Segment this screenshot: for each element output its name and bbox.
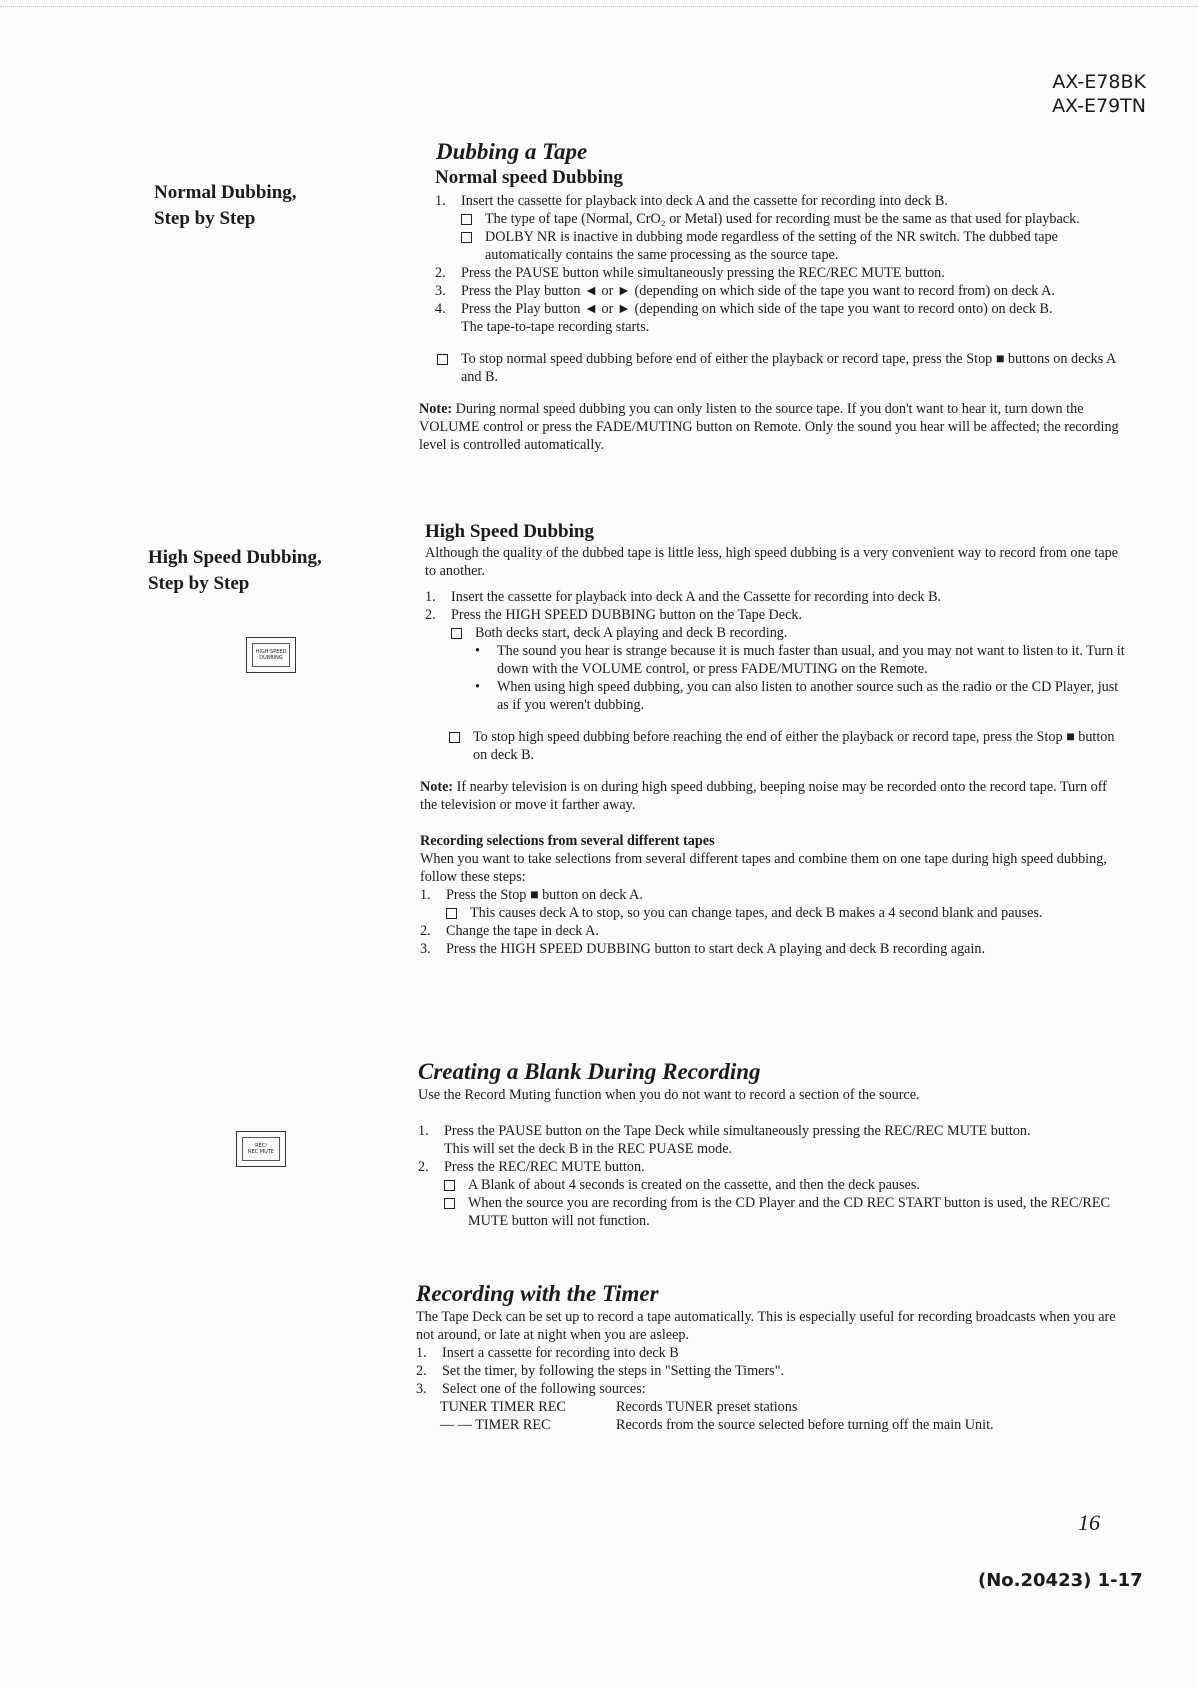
spacer bbox=[425, 814, 1125, 832]
list-text: Press the REC/REC MUTE button. bbox=[444, 1159, 645, 1175]
spacer bbox=[425, 764, 1125, 778]
list-text: Set the timer, by following the steps in "Setting the Timers". bbox=[442, 1363, 785, 1379]
button-icon-text: HIGH SPEED bbox=[255, 649, 287, 655]
sidebar-title-line: Step by Step bbox=[148, 573, 250, 594]
list-text: When the source you are recording from is the CD Player and the CD REC START button is used, the REC/REC MUTE button will not function. bbox=[468, 1195, 1110, 1229]
button-icon-text: REC/ bbox=[255, 1143, 267, 1149]
note-text: During normal speed dubbing you can only listen to the source tape. If you don't want to hear it, turn down the VOLUME control or press the FADE/MUTING button on Remote. Only the sound you hear will be affected; the recording level is controlled automatically. bbox=[419, 401, 1119, 453]
list-text: To stop high speed dubbing before reaching the end of either the playback or record tape, press the Stop ■ button on deck B. bbox=[473, 729, 1115, 763]
checkbox-bullet-icon bbox=[461, 214, 472, 225]
button-icon-text: DUBBING bbox=[259, 655, 283, 661]
note-normal-dubbing bbox=[419, 400, 1120, 454]
rec-mute-button-icon bbox=[236, 1131, 286, 1167]
checkbox-bullet-icon bbox=[444, 1198, 455, 1209]
spacer bbox=[418, 1104, 1118, 1122]
list-number: 1. bbox=[418, 1123, 429, 1139]
sidebar-title-line: High Speed Dubbing, bbox=[148, 547, 322, 568]
list-item bbox=[420, 940, 1125, 958]
list-subitem bbox=[435, 210, 1120, 228]
source-desc: Records from the source selected before turning off the main Unit. bbox=[616, 1417, 994, 1433]
bullet-icon: • bbox=[475, 643, 480, 659]
blank-section bbox=[418, 1058, 1118, 1230]
list-number: 2. bbox=[418, 1159, 429, 1175]
list-text: A Blank of about 4 seconds is created on the cassette, and then the deck pauses. bbox=[468, 1177, 920, 1193]
stop-instruction bbox=[411, 350, 1120, 386]
list-subitem bbox=[418, 1176, 1118, 1194]
recording-selections-intro: When you want to take selections from several different tapes and combine them on one tape during high speed dubbing, follow these steps: bbox=[420, 851, 1107, 885]
sidebar-title-line: Step by Step bbox=[154, 208, 256, 229]
subheading-recording-selections: Recording selections from several different tapes bbox=[420, 833, 715, 849]
list-text: Insert a cassette for recording into deck B bbox=[442, 1345, 679, 1361]
checkbox-bullet-icon bbox=[444, 1180, 455, 1191]
checkbox-bullet-icon bbox=[437, 354, 448, 365]
list-text: Press the Play button ◄ or ► (depending on which side of the tape you want to record from) on deck A. bbox=[461, 283, 1055, 299]
model-header bbox=[946, 70, 1146, 118]
page-number: 16 bbox=[1078, 1510, 1100, 1535]
spacer bbox=[425, 580, 1125, 588]
list-text-cont: The tape-to-tape recording starts. bbox=[461, 319, 650, 335]
high-speed-dubbing-button-icon bbox=[246, 637, 296, 673]
list-item bbox=[435, 264, 1120, 282]
list-number: 1. bbox=[416, 1345, 427, 1361]
list-number: 2. bbox=[435, 265, 446, 281]
high-speed-intro: Although the quality of the dubbed tape is little less, high speed dubbing is a very convenient way to record from one tape to another. bbox=[425, 545, 1119, 579]
section-title-timer: Recording with the Timer bbox=[416, 1281, 659, 1306]
list-item bbox=[416, 1362, 1116, 1380]
checkbox-bullet-icon bbox=[449, 732, 460, 743]
blank-intro: Use the Record Muting function when you do not want to record a section of the source. bbox=[418, 1087, 920, 1103]
spacer bbox=[425, 714, 1125, 728]
list-item bbox=[425, 606, 1125, 624]
model-name-2: AX-E79TN bbox=[1052, 95, 1146, 117]
document-code: (No.20423) 1-17 bbox=[978, 1570, 1143, 1591]
button-icon-label bbox=[252, 643, 290, 667]
list-item bbox=[435, 300, 1120, 318]
list-number: 3. bbox=[420, 941, 431, 957]
note-high-speed bbox=[420, 778, 1125, 814]
note-text: If nearby television is on during high speed dubbing, beeping noise may be recorded onto the record tape. Turn off the television or move it farther away. bbox=[420, 779, 1107, 813]
list-item bbox=[416, 1380, 1116, 1398]
list-text: Insert the cassette for playback into deck A and the cassette for recording into deck B. bbox=[461, 193, 948, 209]
note-label: Note: bbox=[420, 779, 454, 795]
dubbing-section bbox=[420, 138, 1120, 454]
list-text-cont: This will set the deck B in the REC PUASE mode. bbox=[444, 1141, 733, 1157]
list-text: Insert the cassette for playback into deck A and the Cassette for recording into deck B. bbox=[451, 589, 942, 605]
list-text: When using high speed dubbing, you can also listen to another source such as the radio or the CD Player, just as if you weren't dubbing. bbox=[497, 679, 1119, 713]
sidebar-title-line: Normal Dubbing, bbox=[154, 182, 297, 203]
section-title-blank: Creating a Blank During Recording bbox=[418, 1059, 761, 1084]
list-text: Both decks start, deck A playing and deck B recording. bbox=[475, 625, 788, 641]
list-text: DOLBY NR is inactive in dubbing mode regardless of the setting of the NR switch. The dubbed tape automatically contains the same processing as the source tape. bbox=[485, 229, 1058, 263]
source-name: TUNER TIMER REC bbox=[440, 1399, 566, 1415]
list-item bbox=[420, 886, 1125, 904]
list-item bbox=[420, 922, 1125, 940]
source-name: — — TIMER REC bbox=[440, 1417, 551, 1433]
source-desc: Records TUNER preset stations bbox=[616, 1399, 798, 1415]
list-text: Press the PAUSE button on the Tape Deck while simultaneously pressing the REC/REC MUTE button. bbox=[444, 1123, 1031, 1139]
bullet-item bbox=[425, 642, 1125, 678]
list-text: The type of tape (Normal, CrO₂ or Metal) used for recording must be the same as that used for playback. bbox=[485, 211, 1080, 227]
list-text: Press the HIGH SPEED DUBBING button to start deck A playing and deck B recording again. bbox=[446, 941, 986, 957]
sidebar-normal-dubbing-title bbox=[154, 180, 297, 232]
list-number: 3. bbox=[435, 283, 446, 299]
sidebar-high-speed-title bbox=[148, 545, 322, 597]
list-number: 1. bbox=[435, 193, 446, 209]
subheading-normal-speed: Normal speed Dubbing bbox=[435, 167, 623, 188]
list-item bbox=[435, 192, 1120, 210]
list-item bbox=[418, 1158, 1118, 1176]
note-label: Note: bbox=[419, 401, 453, 417]
list-subitem bbox=[425, 624, 1125, 642]
stop-instruction bbox=[425, 728, 1125, 764]
list-number: 1. bbox=[420, 887, 431, 903]
section-title-dubbing: Dubbing a Tape bbox=[436, 139, 588, 164]
list-text: Press the PAUSE button while simultaneously pressing the REC/REC MUTE button. bbox=[461, 265, 945, 281]
bullet-item bbox=[425, 678, 1125, 714]
list-subitem bbox=[435, 228, 1120, 264]
list-item bbox=[418, 1122, 1118, 1140]
button-icon-text: REC MUTE bbox=[248, 1149, 274, 1155]
button-icon-label bbox=[242, 1137, 280, 1161]
timer-intro: The Tape Deck can be set up to record a tape automatically. This is especially useful for recording broadcasts when you are not around, or late at night when you are asleep. bbox=[416, 1309, 1116, 1343]
list-item bbox=[416, 1344, 1116, 1362]
spacer bbox=[420, 336, 1120, 350]
list-number: 2. bbox=[420, 923, 431, 939]
top-rule bbox=[0, 6, 1198, 7]
timer-section bbox=[416, 1280, 1116, 1434]
list-text: Press the Play button ◄ or ► (depending on which side of the tape you want to record onto) on deck B. bbox=[461, 301, 1053, 317]
list-item bbox=[435, 282, 1120, 300]
list-subitem bbox=[418, 1194, 1118, 1230]
high-speed-section bbox=[420, 520, 1125, 958]
source-table bbox=[416, 1398, 1116, 1434]
list-item bbox=[425, 588, 1125, 606]
list-text: Change the tape in deck A. bbox=[446, 923, 599, 939]
list-number: 2. bbox=[416, 1363, 427, 1379]
subheading-high-speed: High Speed Dubbing bbox=[425, 521, 594, 542]
checkbox-bullet-icon bbox=[451, 628, 462, 639]
list-number: 4. bbox=[435, 301, 446, 317]
list-text: The sound you hear is strange because it is much faster than usual, and you may not want to listen to it. Turn it down with the VOLUME control, or press FADE/MUTING on the Remote. bbox=[497, 643, 1125, 677]
list-text: To stop normal speed dubbing before end of either the playback or record tape, press the Stop ■ buttons on decks A and B. bbox=[461, 351, 1116, 385]
checkbox-bullet-icon bbox=[446, 908, 457, 919]
checkbox-bullet-icon bbox=[461, 232, 472, 243]
list-number: 1. bbox=[425, 589, 436, 605]
list-text: Press the HIGH SPEED DUBBING button on the Tape Deck. bbox=[451, 607, 803, 623]
list-text: This causes deck A to stop, so you can change tapes, and deck B makes a 4 second blank and pauses. bbox=[470, 905, 1043, 921]
list-number: 2. bbox=[425, 607, 436, 623]
list-subitem bbox=[420, 904, 1125, 922]
model-name-1: AX-E78BK bbox=[1052, 71, 1146, 93]
list-text: Press the Stop ■ button on deck A. bbox=[446, 887, 643, 903]
spacer bbox=[420, 386, 1120, 400]
list-number: 3. bbox=[416, 1381, 427, 1397]
bullet-icon: • bbox=[475, 679, 480, 695]
list-text: Select one of the following sources: bbox=[442, 1381, 646, 1397]
